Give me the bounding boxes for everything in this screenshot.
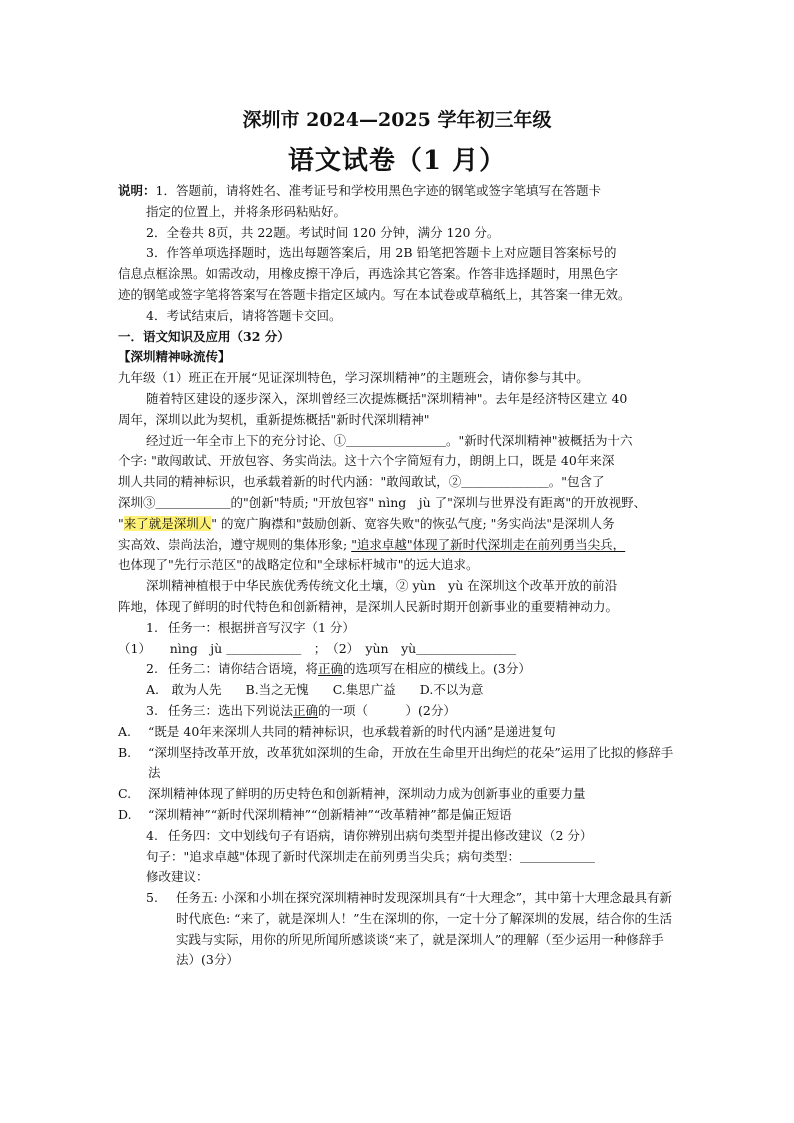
instruction-1b: 指定的位置上，并将条形码粘贴好。	[146, 203, 347, 219]
instruction-4: 4．考试结束后，请将答题卡交回。	[146, 307, 342, 323]
passage-p2e: "来了就是深圳人" 的宽广胸襟和"鼓励创新、宽容失败"的恢弘气度; "务实尚法"是深圳人务	[118, 515, 615, 531]
underlined-sentence: "追求卓越"体现了新时代深圳走在前列勇当尖兵，	[351, 536, 626, 552]
q3-option-a[interactable]: A. “既是 40年来深圳人共同的精神标识，也承载着新的时代内涵”是递进复句	[118, 723, 556, 739]
passage-p2b: 个字: "敢闯敢试、开放包容、务实尚法。这十六个字简短有力，朗朗上口，既是 40年来深	[118, 453, 615, 469]
instruction-3a: 3．作答单项选择题时，选出每题答案后，用 2B 铅笔把答题卡上对应题目答案标号的	[146, 245, 617, 261]
instruction-label: 说明：	[118, 183, 156, 198]
passage-p2a: 经过近一年全市上下的充分讨论、①＿＿＿＿＿＿＿＿。"新时代深圳精神"被概括为十六	[146, 432, 633, 448]
question-4: 4. 任务四：文中划线句子有语病，请你辨别出病句类型并提出修改建议（2 分）	[146, 827, 593, 843]
question-1: 1. 任务一：根据拼音写汉字（1 分）	[146, 619, 355, 635]
question-4-suggestion[interactable]: 修改建议：	[146, 869, 209, 885]
instruction-3b: 信息点框涂黑。如需改动，用橡皮擦干净后，再选涂其它答案。作答非选择题时，用黑色字	[118, 266, 619, 282]
passage-p2f: 实高效、崇尚法治，遵守规则的集体形象; "追求卓越"体现了新时代深圳走在前列勇当尖兵，	[118, 536, 626, 552]
section-intro: 九年级（1）班正在开展“见证深圳特色，学习深圳精神”的主题班会，请你参与其中。	[118, 370, 589, 386]
instruction-1a: 说明：1．答题前，请将姓名、准考证号和学校用黑色字迹的钢笔或签字笔填写在答题卡	[118, 183, 601, 198]
q2-option-b[interactable]: B.当之无愧	[245, 682, 309, 698]
question-5: 5. 任务五: 小深和小圳在探究深圳精神时发现深圳具有“十大理念”，其中第十大理念最具有新时代底色: “来了，就是深圳人！”生在深圳的你，一定十分了解深圳的发展，结合你的生活实践与实际，用你的所见所闻所感谈谈“来了，就是深圳人”的理解（至少运用一种修辞手法）(3分）	[146, 890, 672, 968]
passage-p2c: 圳人共同的精神标识，也承载着新的时代内涵："敢闯敢试，②＿＿＿＿＿＿＿。"包含了	[118, 474, 605, 490]
passage-p2d: 深圳③＿＿＿＿＿＿的"创新"特质; "开放包容" nìng jù 了"深圳与世界没有距离"的开放视野、	[118, 494, 647, 510]
question-2-options	[118, 680, 678, 701]
q3-option-c[interactable]: C. 深圳精神体现了鲜明的历史特色和创新精神，深圳动力成为创新事业的重要力量	[118, 786, 586, 802]
exam-body	[118, 181, 678, 971]
instruction-2: 2．全卷共 8页，共 22题。考试时间 120 分钟，满分 120 分。	[146, 224, 500, 240]
exam-title-line1: 深圳市 2024—2025 学年初三年级	[242, 109, 552, 131]
question-1-blanks[interactable]: （1） nìng jù ＿＿＿＿＿＿ ； （2） yùn yù＿＿＿＿＿＿＿＿	[118, 640, 517, 656]
passage-p1b: 周年，深圳以此为契机，重新提炼概括"新时代深圳精神"	[118, 411, 430, 427]
q2-option-d[interactable]: D.不以为意	[419, 682, 484, 698]
exam-title-line2: 语文试卷（1 月）	[287, 146, 507, 176]
question-2: 2. 任务二：请你结合语境，将正确的选项写在相应的横线上。(3分）	[146, 661, 531, 677]
q3-option-b[interactable]: B. “深圳坚持改革开放，改革犹如深圳的生命，开放在生命里开出绚烂的花朵”运用了比拟的修辞手法	[118, 744, 674, 781]
passage-p2g: 也体现了"先行示范区"的战略定位和"全球标杆城市"的远大追求。	[118, 557, 479, 573]
section-heading: 一．语文知识及应用（32 分）	[118, 328, 290, 344]
q3-option-d[interactable]: D. “深圳精神”“新时代深圳精神”“创新精神”“改革精神”都是偏正短语	[118, 806, 512, 822]
passage-p1a: 随着特区建设的逐步深入，深圳曾经三次提炼概括"深圳精神"。去年是经济特区建立 40	[146, 390, 628, 406]
question-4-sentence[interactable]: 句子："追求卓越"体现了新时代深圳走在前列勇当尖兵；病句类型：＿＿＿＿＿＿	[146, 848, 596, 864]
q2-option-c[interactable]: C.集思广益	[332, 682, 396, 698]
question-3: 3. 任务三：选出下列说法正确的一项（ ）(2分）	[146, 702, 456, 718]
q2-option-a[interactable]: A. 敢为人先	[146, 682, 222, 698]
passage-p3a: 深圳精神植根于中华民族优秀传统文化土壤，② yùn yù 在深圳这个改革开放的前沿	[146, 578, 618, 594]
passage-p3b: 阵地，体现了鲜明的时代特色和创新精神，是深圳人民新时期开创新事业的重要精神动力。	[118, 598, 619, 614]
highlighted-phrase: 来了就是深圳人	[123, 515, 212, 531]
instruction-3c: 迹的钢笔或签字笔将答案写在答题卡指定区域内。写在本试卷或草稿纸上，其答案一律无效。	[118, 286, 631, 302]
section-subheading: 【深圳精神咏流传】	[118, 349, 231, 365]
